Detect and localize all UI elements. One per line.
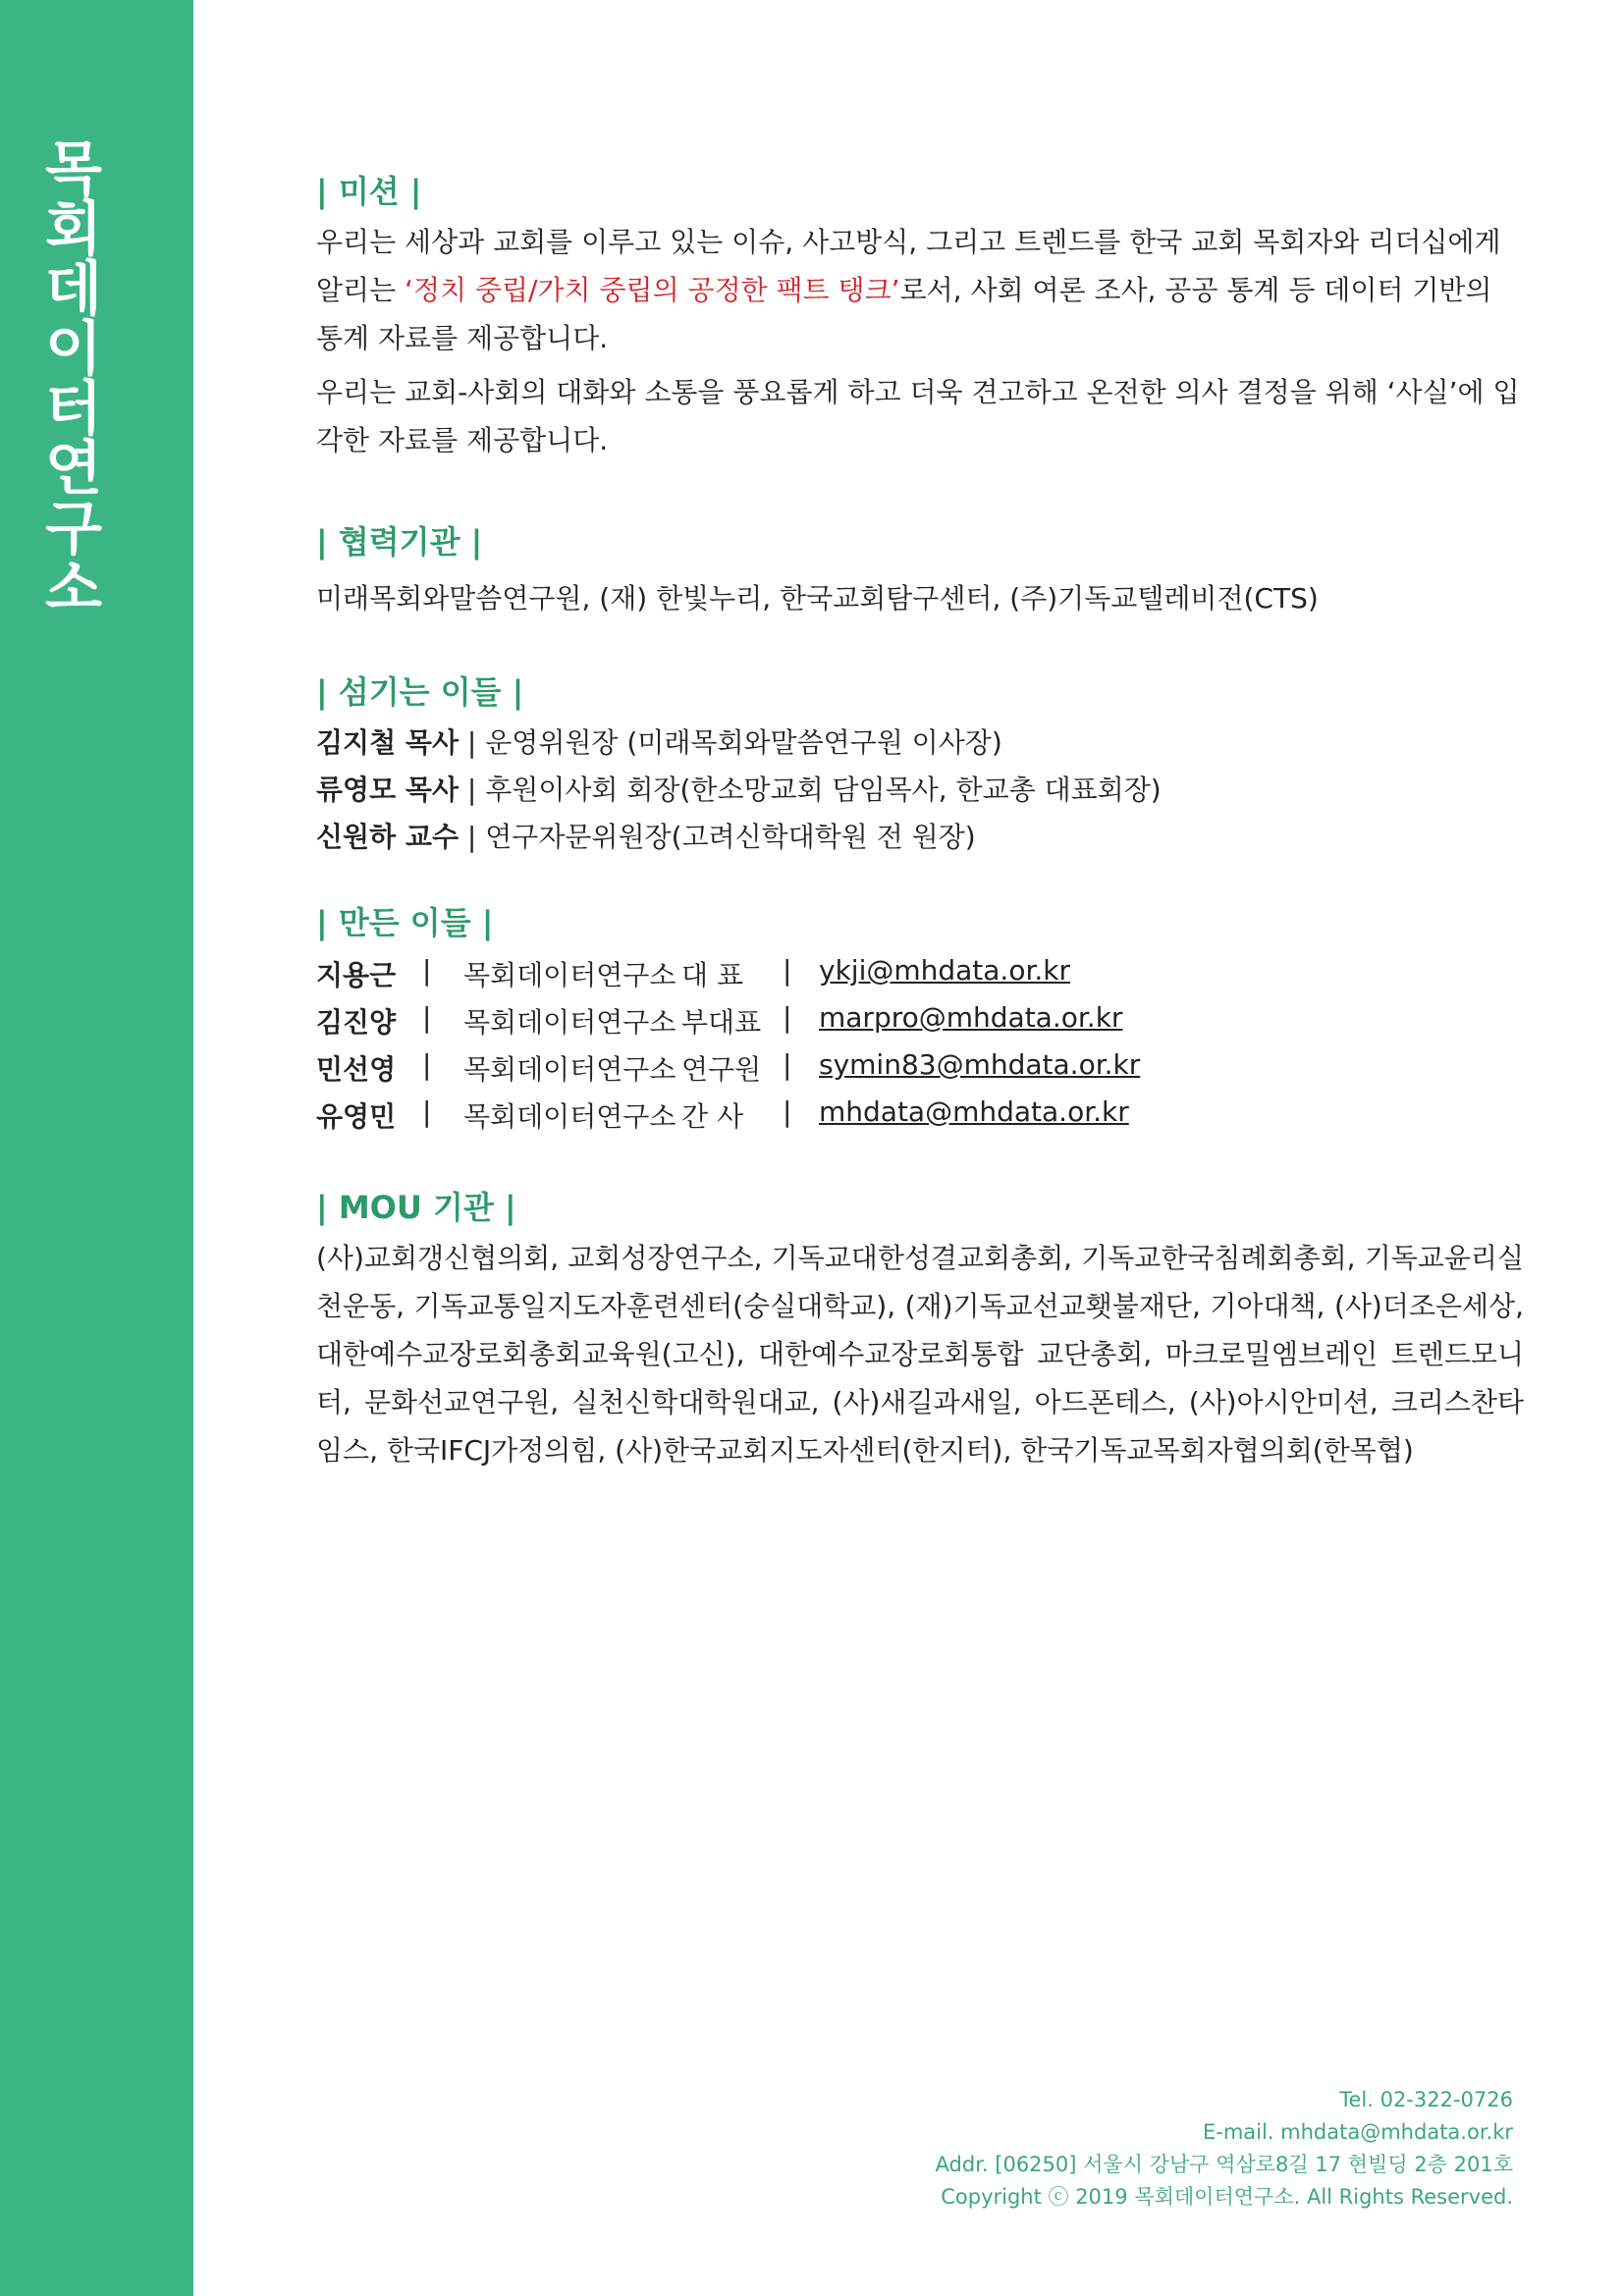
servant-desc: | 후원이사회 회장(한소망교회 담임목사, 한교총 대표회장)	[459, 774, 1162, 806]
partners-heading: | 협력기관 |	[316, 523, 483, 561]
makers-heading: | 만든 이들 |	[316, 904, 494, 941]
separator: |	[422, 1001, 432, 1034]
maker-email-link[interactable]: marpro@mhdata.or.kr	[819, 1001, 1123, 1034]
mission-text: 우리는 세상과 교회를 이루고 있는 이슈, 사고방식, 그리고 트렌드를 한국 교회 목회자와 리더십에게 알리는	[316, 226, 1501, 306]
maker-org: 목회데이터연구소	[463, 1006, 676, 1039]
mission-paragraph-1	[316, 218, 1524, 362]
maker-role: 연구원	[681, 1053, 762, 1086]
maker-name: 유영민	[316, 1100, 397, 1133]
mou-heading: | MOU 기관 |	[316, 1189, 516, 1226]
mission-highlight: ‘정치 중립/가치 중립의 공정한 팩트 탱크’	[405, 274, 900, 306]
mission-heading: | 미션 |	[316, 173, 422, 210]
maker-name: 지용근	[316, 959, 397, 991]
maker-email-link[interactable]: symin83@mhdata.or.kr	[819, 1048, 1141, 1081]
maker-row	[316, 1048, 1298, 1088]
maker-email-link[interactable]: ykji@mhdata.or.kr	[819, 954, 1071, 987]
mission-text-end: 로서, 사회 여론 조사, 공공 통계 등 데이터 기반의 통계 자료를 제공합니다.	[316, 274, 1492, 354]
separator: |	[422, 1095, 432, 1128]
mou-text: (사)교회갱신협의회, 교회성장연구소, 기독교대한성결교회총회, 기독교한국침례회총회, 기독교윤리실천운동, 기독교통일지도자훈련센터(숭실대학교), (재)기독교선교횃불재단, 기아대책, (사)더조은세상, 대한예수교장로회총회교육원(고신), 대한예수교장로회통합 교단총회, 마크로밀엠브레인 트렌드모니터, 문화선교연구원, 실천신학대학원대교, (사)새길과새일, 아드폰테스, (사)아시안미션, 크리스찬타임스, 한국IFCJ가정의힘, (사)한국교회지도자센터(한지터), 한국기독교목회자협의회(한목협)	[316, 1242, 1524, 1467]
servant-desc: | 운영위원장 (미래목회와말씀연구원 이사장)	[459, 726, 1002, 759]
maker-role: 부대표	[681, 1006, 762, 1039]
separator: |	[422, 1048, 432, 1081]
separator: |	[783, 1048, 792, 1081]
mission-paragraph-2: 우리는 교회-사회의 대화와 소통을 풍요롭게 하고 더욱 견고하고 온전한 의사 결정을 위해 ‘사실’에 입각한 자료를 제공합니다.	[316, 376, 1520, 456]
servant-name: 김지철 목사	[316, 726, 459, 759]
maker-name: 민선영	[316, 1053, 397, 1086]
maker-role: 대 표	[681, 959, 743, 991]
footer-address: Addr. [06250] 서울시 강남구 역삼로8길 17 현빌딩 2층 201호	[935, 2153, 1513, 2176]
footer-tel: Tel. 02-322-0726	[1339, 2088, 1513, 2111]
maker-role: 간 사	[681, 1100, 743, 1133]
separator: |	[783, 1095, 792, 1128]
separator: |	[783, 954, 792, 987]
footer	[936, 2084, 1513, 2214]
maker-row	[316, 1095, 1298, 1135]
maker-org: 목회데이터연구소	[463, 1100, 676, 1133]
maker-name: 김진양	[316, 1006, 397, 1039]
maker-email-link[interactable]: mhdata@mhdata.or.kr	[819, 1095, 1129, 1128]
footer-email: E-mail. mhdata@mhdata.or.kr	[1202, 2120, 1513, 2144]
footer-copyright: Copyright ⓒ 2019 목회데이터연구소. All Rights Reserved.	[941, 2185, 1513, 2209]
maker-row	[316, 1001, 1298, 1041]
servant-row	[316, 769, 1162, 808]
maker-org: 목회데이터연구소	[463, 1053, 676, 1086]
servants-heading: | 섬기는 이들 |	[316, 673, 524, 711]
separator: |	[422, 954, 432, 987]
servant-desc: | 연구자문위원장(고려신학대학원 전 원장)	[459, 821, 976, 853]
servant-row	[316, 816, 976, 855]
partners-text: 미래목회와말씀연구원, (재) 한빛누리, 한국교회탐구센터, (주)기독교텔레비전(CTS)	[316, 582, 1319, 614]
servant-name: 류영모 목사	[316, 774, 459, 806]
sidebar-title: 목회데이터연구소	[34, 137, 103, 616]
servant-row	[316, 721, 1002, 761]
sidebar	[0, 0, 193, 2296]
maker-org: 목회데이터연구소	[463, 959, 676, 991]
servant-name: 신원하 교수	[316, 821, 459, 853]
maker-row	[316, 954, 1298, 993]
separator: |	[783, 1001, 792, 1034]
